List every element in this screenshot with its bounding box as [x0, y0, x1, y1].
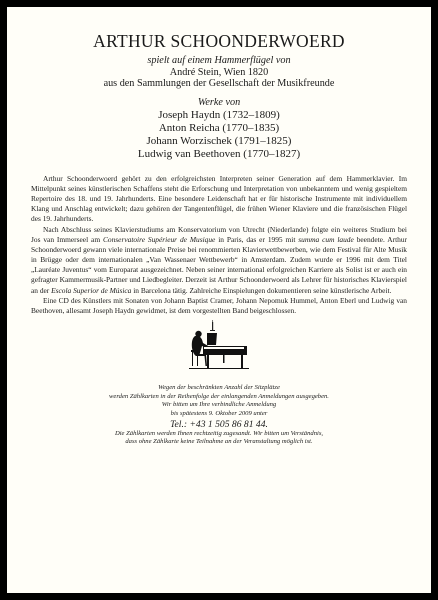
bio-emphasis: summa cum laude — [298, 234, 354, 244]
bio-emphasis: Conservatoire Supérieur de Musique — [102, 234, 216, 244]
composer-reicha: Anton Reicha (1770–1835) — [158, 121, 280, 134]
footer-line-1: Wegen der beschränkten Anzahl der Sitzplätze — [158, 383, 280, 391]
biography — [31, 174, 407, 316]
header — [7, 31, 431, 161]
footer-notice — [7, 384, 431, 447]
footer-line-2: werden Zählkarten in der Reihenfolge der einlangenden Anmeldungen ausgegeben. — [109, 392, 329, 400]
composer-worzischek: Johann Worzischek (1791–1825) — [146, 134, 292, 147]
works-label: Werke von — [197, 96, 241, 108]
bio-paragraph-2 — [31, 225, 407, 296]
bio-emphasis: Escola Superior de Música — [51, 285, 132, 295]
bio-paragraph-1: Arthur Schoonderwoerd gehört zu den erfolgreichsten Interpreten seiner Generation auf dem Hammerklavier. Im Mittelpunkt seines künstlerischen Schaffens steht die Erforschung und Interpretation von unbekanntem und wenig gespieltem Repertoire des 18. und 19. Jahrhunderts. Eine besondere Leidenschaft hat er für historische Instrumente mit individuellem Klang und Anschlag entwickelt; dazu gehören der Tangentenflügel, die frühen Wiener Klaviere und die französischen Flügel des 19. Jahrhunderts. — [31, 173, 407, 224]
invitation-sheet — [7, 7, 431, 593]
footer-line-4: bis spätestens 9. Oktober 2009 unter — [170, 410, 268, 418]
phone-number: Tel.: +43 1 505 86 81 44. — [170, 418, 268, 430]
composer-beethoven: Ludwig van Beethoven (1770–1827) — [137, 147, 301, 160]
bio-text: Nach Abschluss seines Klavierstudiums am Konservatorium von Utrecht (Niederlande) folgte ein weiteres Studium bei Jos van Immerseel am — [31, 224, 407, 244]
page-title: ARTHUR SCHOONDERWOERD — [93, 31, 345, 51]
footer-line-6: dass ohne Zählkarte keine Teilnahme an der Veranstaltung möglich ist. — [125, 438, 313, 446]
footer-line-3: Wir bitten um Ihre verbindliche Anmeldung — [161, 401, 277, 409]
composer-haydn: Joseph Haydn (1732–1809) — [158, 108, 280, 121]
subtitle: spielt auf einem Hammerflügel von — [147, 55, 291, 66]
bio-paragraph-3: Eine CD des Künstlers mit Sonaten von Johann Baptist Cramer, Johann Nepomuk Hummel, Anton Eberl und Ludwig van Beethoven, allesamt Joseph Haydn gewidmet, ist dem vorgestellten Band beigeschlossen. — [31, 295, 407, 315]
bio-text: in Barcelona tätig. Zahlreiche Einspielungen dokumentieren seine künstlerische Arbeit. — [131, 285, 392, 295]
bio-text: beendete. Arthur Schoonderwoerd gewann viele internationale Preise bei renommierten Klavierwettbewerben, wie dem Festival für Alte Musik in Brügge oder dem internationalen „Van Wassenaer Wettbewerb“ in Amsterdam. Zudem wurde er 1996 mit dem Titel „Lauréate Juventus“ vom Europarat ausgezeichnet. Neben seiner international erfolgreichen Karriere als Solist ist er auch ein gefragter Kammermusik-Partner und Liedbegleiter. Derzeit ist Arthur Schoonderwoerd als Lehrer für historisches Klavierspiel an der — [31, 234, 408, 295]
bio-text: in Paris, das er 1995 mit — [215, 234, 299, 244]
instrument-maker: André Stein, Wien 1820 — [169, 66, 269, 78]
collection-line: aus den Sammlungen der Gesellschaft der Musikfreunde — [103, 78, 335, 90]
pianist-silhouette-icon — [189, 320, 249, 382]
footer-line-5: Die Zählkarten werden Ihnen rechtzeitig zugesandt. Wir bitten um Verständnis, — [114, 429, 324, 437]
